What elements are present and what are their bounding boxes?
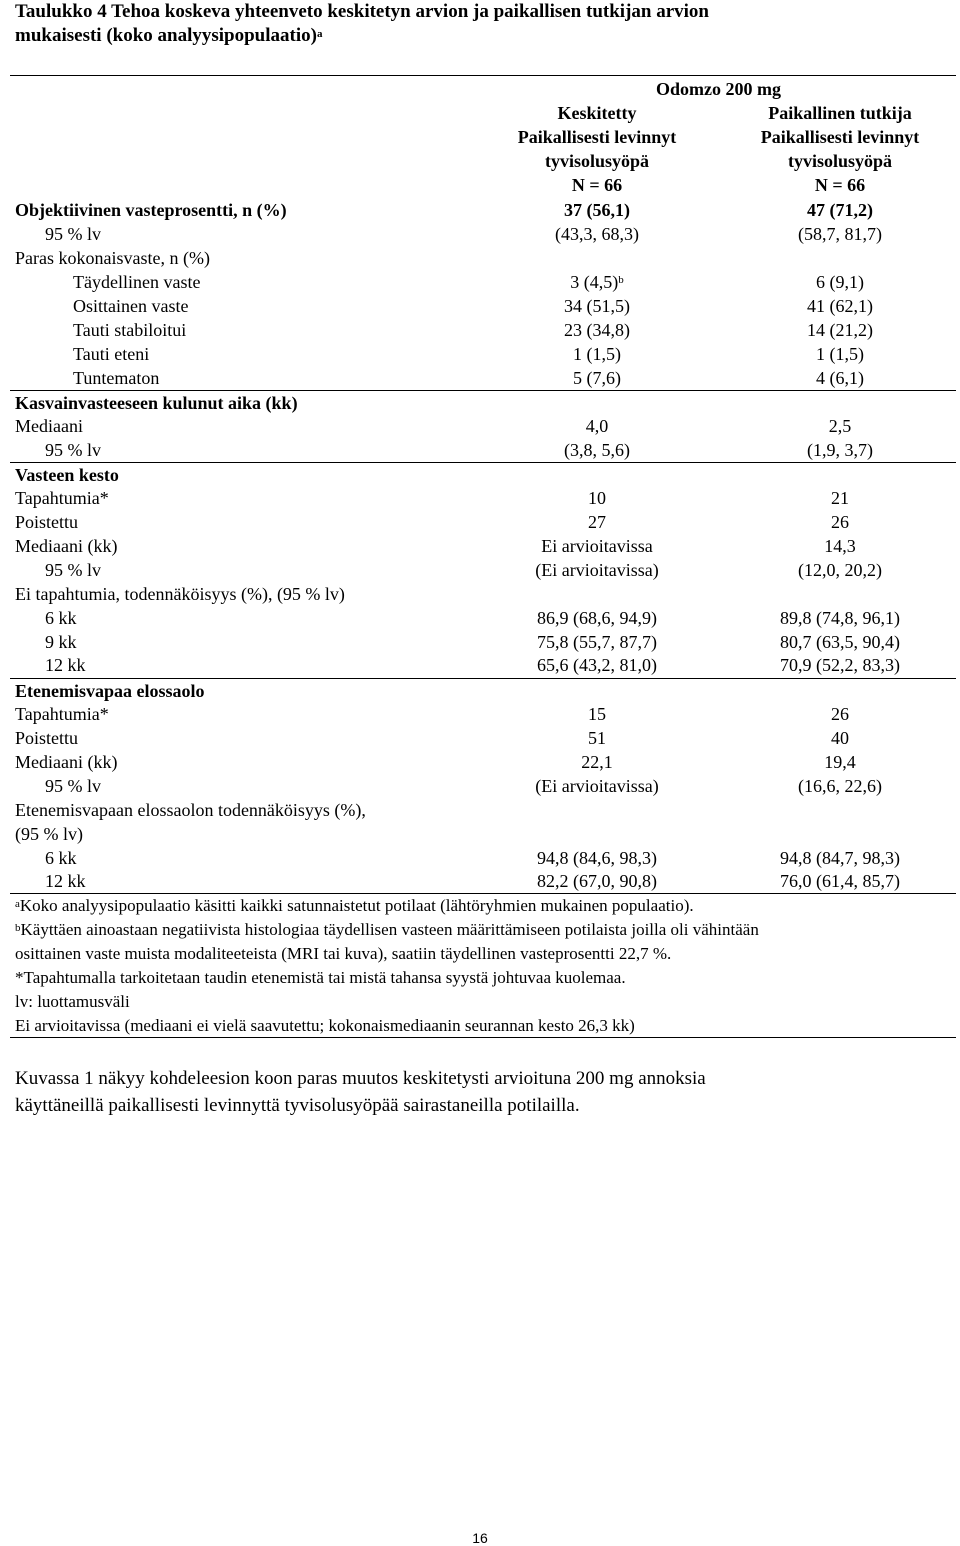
table-title-line2: mukaisesti (koko analyysipopulaatio)$^a$ xyxy=(15,25,323,46)
table-row xyxy=(0,534,960,558)
row-label: 95 % lv xyxy=(45,440,101,460)
row-label: Paras kokonaisvaste, n (%) xyxy=(15,248,210,268)
table-row xyxy=(0,558,960,582)
header-col2-line: N = 66 xyxy=(814,175,866,195)
row-label: 12 kk xyxy=(45,655,86,675)
row-value-central: 5 (7,6) xyxy=(573,368,621,388)
row-label: Poistettu xyxy=(15,728,79,748)
row-value-local: 6 (9,1) xyxy=(816,272,864,292)
row-value-local: 76,0 (61,4, 85,7) xyxy=(780,871,900,891)
table-row xyxy=(0,486,960,510)
row-value-central: 1 (1,5) xyxy=(573,344,621,364)
row-value-local: 2,5 xyxy=(828,416,852,436)
header-col1-line: Paikallisesti levinnyt xyxy=(517,127,677,147)
header-col2-line: Paikallisesti levinnyt xyxy=(760,127,920,147)
table-row xyxy=(0,750,960,774)
table-row xyxy=(0,774,960,798)
body-paragraph-line: Kuvassa 1 näkyy kohdeleesion koon paras muutos keskitetysti arvioituna 200 mg annoksia xyxy=(15,1068,706,1089)
row-label: Poistettu xyxy=(15,512,79,532)
row-value-central: 27 xyxy=(588,512,606,532)
table-row xyxy=(0,798,960,822)
row-value-local: (1,9, 3,7) xyxy=(807,440,873,460)
table-row xyxy=(0,294,960,318)
footnotes xyxy=(15,894,945,1038)
table-row xyxy=(0,702,960,726)
row-label: 12 kk xyxy=(45,871,86,891)
row-value-local: (16,6, 22,6) xyxy=(798,776,882,796)
title-footnote-marker: a xyxy=(316,28,323,40)
row-value-local: 26 xyxy=(831,512,849,532)
row-label: Tapahtumia* xyxy=(15,488,109,508)
row-label: Mediaani (kk) xyxy=(15,536,118,556)
table-bottom-rule xyxy=(10,1037,956,1038)
row-value-local: 89,8 (74,8, 96,1) xyxy=(780,608,900,628)
section-heading: Kasvainvasteeseen kulunut aika (kk) xyxy=(15,393,298,413)
row-value-local: 1 (1,5) xyxy=(816,344,864,364)
row-label: Etenemisvapaan elossaolon todennäköisyys (%), xyxy=(15,800,366,820)
row-value-local: 14 (21,2) xyxy=(807,320,873,340)
table-row xyxy=(0,414,960,438)
row-value-central: (43,3, 68,3) xyxy=(555,224,639,244)
row-label: Mediaani xyxy=(15,416,83,436)
row-value-central: (Ei arvioitavissa) xyxy=(535,776,659,796)
header-col1-line: N = 66 xyxy=(571,175,623,195)
table-row xyxy=(0,869,960,893)
table-row xyxy=(0,463,960,487)
page-number: 16 xyxy=(472,1530,488,1546)
row-value-central: 51 xyxy=(588,728,606,748)
row-value-central: 94,8 (84,6, 98,3) xyxy=(537,848,657,868)
footnote-lv: lv: luottamusväli xyxy=(15,992,130,1011)
footnote-b-continued: osittainen vaste muista modaliteeteista (MRI tai kuva), saatiin täydellinen vasteprosentti 22,7 %. xyxy=(15,944,672,963)
row-label: Täydellinen vaste xyxy=(73,272,201,292)
table-row xyxy=(0,198,960,222)
body-paragraph xyxy=(15,1065,895,1119)
table-row xyxy=(0,582,960,606)
row-value-local: 14,3 xyxy=(824,536,856,556)
row-value-central: (3,8, 5,6) xyxy=(564,440,630,460)
row-value-central: 37 (56,1) xyxy=(564,200,630,220)
table-row xyxy=(0,726,960,750)
row-value-local: (58,7, 81,7) xyxy=(798,224,882,244)
row-label: Ei tapahtumia, todennäköisyys (%), (95 % lv) xyxy=(15,584,345,604)
table-row xyxy=(0,438,960,462)
footnote-b: $^b$Käyttäen ainoastaan negatiivista histologiaa täydellisen vasteen määrittämiseen potilaista joilla oli vähintään xyxy=(15,920,759,939)
footnote-ei: Ei arvioitavissa (mediaani ei vielä saavutettu; kokonaismediaanin seurannan kesto 26,3 kk) xyxy=(15,1016,635,1035)
row-value-local: 40 xyxy=(831,728,849,748)
header-col2 xyxy=(728,101,952,197)
table-row xyxy=(0,510,960,534)
row-value-central: 10 xyxy=(588,488,606,508)
row-value-local: 19,4 xyxy=(824,752,856,772)
table-row xyxy=(0,222,960,246)
row-value-central: 3 $(4,5)^b$ xyxy=(570,272,624,292)
body-paragraph-line: käyttäneillä paikallisesti levinnyttä tyvisolusyöpää sairastaneilla potilailla. xyxy=(15,1095,580,1116)
section-heading: Vasteen kesto xyxy=(15,465,119,485)
table-row xyxy=(0,366,960,390)
table-row xyxy=(0,246,960,270)
table-row xyxy=(0,606,960,630)
table-row xyxy=(0,630,960,654)
row-value-central: 65,6 (43,2, 81,0) xyxy=(537,655,657,675)
row-label: 95 % lv xyxy=(45,560,101,580)
row-label: Objektiivinen vasteprosentti, n (%) xyxy=(15,200,287,220)
row-label: Tauti stabiloitui xyxy=(73,320,187,340)
row-value-local: 26 xyxy=(831,704,849,724)
table-row xyxy=(0,653,960,677)
row-value-central: 34 (51,5) xyxy=(564,296,630,316)
section-heading: Etenemisvapaa elossaolo xyxy=(15,681,205,701)
row-label: Mediaani (kk) xyxy=(15,752,118,772)
footnote-a: $^a$Koko analyysipopulaatio käsitti kaikki satunnaistetut potilaat (lähtöryhmien mukainen populaatio). xyxy=(15,896,694,915)
row-label: Tuntematon xyxy=(73,368,160,388)
table-row xyxy=(0,342,960,366)
row-value-local: 94,8 (84,7, 98,3) xyxy=(780,848,900,868)
row-value-central: 82,2 (67,0, 90,8) xyxy=(537,871,657,891)
row-value-local: 80,7 (63,5, 90,4) xyxy=(780,632,900,652)
header-col1-line: tyvisolusyöpä xyxy=(544,151,650,171)
table-row xyxy=(0,318,960,342)
table-row xyxy=(0,846,960,870)
table-row xyxy=(0,822,960,846)
footnote-marker: b xyxy=(618,274,624,286)
row-value-central: 75,8 (55,7, 87,7) xyxy=(537,632,657,652)
row-value-central: 4,0 xyxy=(585,416,609,436)
row-label: 6 kk xyxy=(45,848,77,868)
row-label: 6 kk xyxy=(45,608,77,628)
row-value-central: 22,1 xyxy=(581,752,613,772)
header-col1-line: Keskitetty xyxy=(557,103,637,123)
row-value-central: Ei arvioitavissa xyxy=(541,536,653,556)
table-row xyxy=(0,679,960,703)
header-col2-line: Paikallinen tutkija xyxy=(768,103,912,123)
row-label: Osittainen vaste xyxy=(73,296,189,316)
footnote-star: *Tapahtumalla tarkoitetaan taudin etenemistä tai mistä tahansa syystä johtuvaa kuolemaa. xyxy=(15,968,626,987)
row-value-central: 86,9 (68,6, 94,9) xyxy=(537,608,657,628)
table-top-rule xyxy=(10,75,956,76)
row-value-central: 23 (34,8) xyxy=(564,320,630,340)
row-label: Tauti eteni xyxy=(73,344,150,364)
table-row xyxy=(0,270,960,294)
row-label: 9 kk xyxy=(45,632,77,652)
table-title-line1: Taulukko 4 Tehoa koskeva yhteenveto keskitetyn arvion ja paikallisen tutkijan arvion xyxy=(15,1,709,22)
header-col1 xyxy=(485,101,709,197)
row-value-local: 21 xyxy=(831,488,849,508)
row-value-local: (12,0, 20,2) xyxy=(798,560,882,580)
table-title xyxy=(15,0,945,48)
header-group: Odomzo 200 mg xyxy=(656,79,781,99)
row-value-central: 15 xyxy=(588,704,606,724)
row-label: Tapahtumia* xyxy=(15,704,109,724)
row-value-central: (Ei arvioitavissa) xyxy=(535,560,659,580)
row-value-local: 4 (6,1) xyxy=(816,368,864,388)
row-value-local: 70,9 (52,2, 83,3) xyxy=(780,655,900,675)
header-col2-line: tyvisolusyöpä xyxy=(787,151,893,171)
row-label: 95 % lv xyxy=(45,776,101,796)
row-value-local: 47 (71,2) xyxy=(807,200,873,220)
row-label: (95 % lv) xyxy=(15,824,83,844)
row-value-local: 41 (62,1) xyxy=(807,296,873,316)
row-label: 95 % lv xyxy=(45,224,101,244)
table-row xyxy=(0,391,960,415)
